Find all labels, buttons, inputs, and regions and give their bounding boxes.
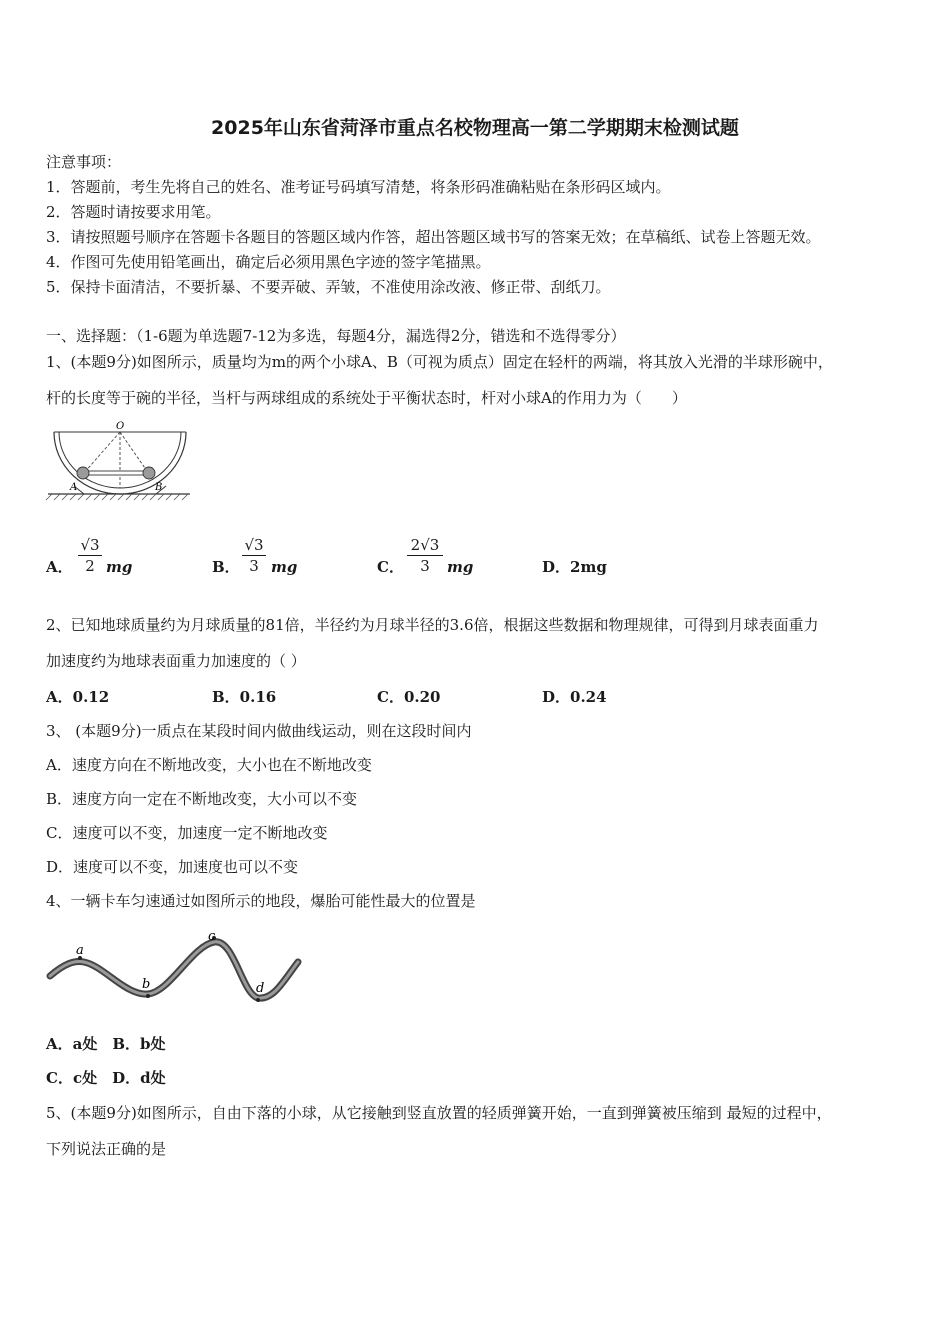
bowl-figure [44,418,194,502]
fig-label-b: b [142,977,151,992]
notice-item-4: 4．作图可先使用铅笔画出，确定后必须用黑色字迹的签字笔描黑。 [46,253,491,271]
q1-option-a-label: A． [46,558,73,576]
q2-option-c: C．0.20 [377,688,441,706]
q1-option-a-fraction [78,536,102,575]
q1-option-b-label: B． [212,558,240,576]
notice-item-2: 2．答题时请按要求用笔。 [46,203,221,221]
road-figure [44,924,306,1008]
q3-stem: 3、 (本题9分)一质点在某段时间内做曲线运动，则在这段时间内 [46,722,472,740]
q1-option-a-numerator: √3 [80,536,100,554]
q1-option-b-numerator: √3 [244,536,264,554]
q4-options-row2: C．c处 D．d处 [46,1069,166,1087]
q1-option-c-fraction [407,536,443,575]
notice-item-1: 1．答题前，考生先将自己的姓名、准考证号码填写清楚，将条形码准确粘贴在条形码区域内。 [46,178,671,196]
q1-option-a-unit: mg [106,558,133,576]
q1-option-c-numerator: 2√3 [410,536,440,554]
q1-option-b-denominator: 3 [249,557,259,575]
q1-option-b-fraction [242,536,266,575]
q1-option-a-denominator: 2 [85,557,95,575]
fig-label-o: O [116,421,125,432]
q5-stem-line2: 下列说法正确的是 [46,1140,167,1158]
q4-stem: 4、一辆卡车匀速通过如图所示的地段，爆胎可能性最大的位置是 [46,892,476,910]
fig-label-d: d [256,981,265,996]
q3-option-a: A．速度方向在不断地改变，大小也在不断地改变 [46,756,372,774]
q1-option-c-label: C． [377,558,404,576]
fig-label-b: B [155,482,163,493]
notice-item-3: 3．请按照题号顺序在答题卡各题目的答题区域内作答，超出答题区域书写的答案无效；在草稿纸、试卷上答题无效。 [46,228,821,246]
q1-option-c-denominator: 3 [420,557,430,575]
q2-option-d: D．0.24 [542,688,607,706]
q1-option-c-unit: mg [447,558,474,576]
fig-label-a: A [70,482,78,493]
q2-option-b: B．0.16 [212,688,277,706]
notice-heading: 注意事项： [46,153,122,171]
q1-option-b-unit: mg [271,558,298,576]
q2-stem-line1: 2、已知地球质量约为月球质量的81倍，半径约为月球半径的3.6倍，根据这些数据和物理规律，可得到月球表面重力 [46,616,819,634]
q3-option-b: B．速度方向一定在不断地改变，大小可以不变 [46,790,358,808]
page-title: 2025年山东省菏泽市重点名校物理高一第二学期期末检测试题 [211,117,739,139]
q5-stem-line1: 5、(本题9分)如图所示，自由下落的小球，从它接触到竖直放置的轻质弹簧开始，一直到弹簧被压缩到 最短的过程中， [46,1104,832,1122]
fig-label-a: a [76,943,84,958]
q4-options-row1: A．a处 B．b处 [46,1035,166,1053]
q1-stem-line1: 1、(本题9分)如图所示，质量均为m的两个小球A、B（可视为质点）固定在轻杆的两端，将其放入光滑的半球形碗中， [46,353,833,371]
section-heading: 一、选择题：（1-6题为单选题7-12为多选，每题4分，漏选得2分，错选和不选得零分） [46,327,626,345]
fig-label-c: c [208,929,216,944]
q2-option-a: A．0.12 [46,688,110,706]
notice-item-5: 5．保持卡面清洁，不要折暴、不要弄破、弄皱，不准使用涂改液、修正带、刮纸刀。 [46,278,611,296]
q3-option-c: C．速度可以不变，加速度一定不断地改变 [46,824,328,842]
q2-stem-line2: 加速度约为地球表面重力加速度的（ ） [46,652,306,670]
q1-option-d: D．2mg [542,558,607,576]
q1-stem-line2: 杆的长度等于碗的半径，当杆与两球组成的系统处于平衡状态时，杆对小球A的作用力为（ ） [46,389,687,407]
q3-option-d: D．速度可以不变，加速度也可以不变 [46,858,299,876]
